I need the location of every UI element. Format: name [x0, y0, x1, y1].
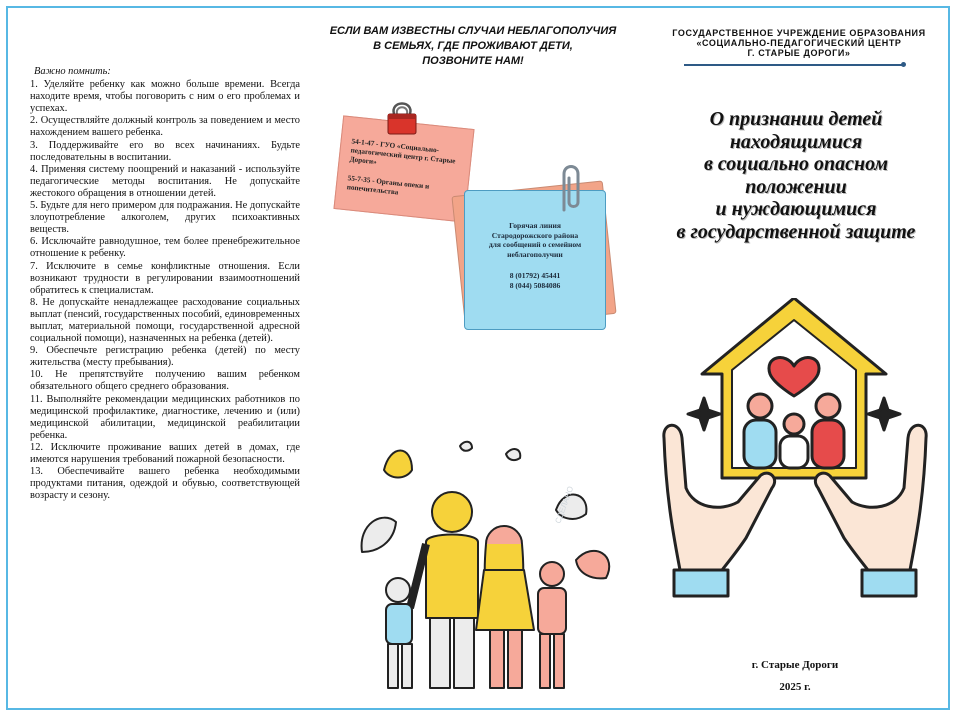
list-item: 11. Выполняйте рекомендации медицинских работников по медицинской профилактике, диагностике, лечению и (или) медицинской абилитации, медицинской реабилитации ребенка.: [30, 393, 300, 441]
list-item: 9. Обеспечьте регистрацию ребенка (детей) по месту жительства (месту пребывания).: [30, 345, 300, 369]
year: 2025 г.: [779, 681, 811, 693]
binder-clip-icon: [384, 96, 420, 140]
list-item: 3. Поддерживайте его во всех начинаниях. Будьте последовательны в воспитании.: [30, 139, 300, 163]
watermark-text: СДЕЛАНО: [553, 485, 576, 525]
list-item: 1. Уделяйте ребенку как можно больше времени. Всегда находите время, чтобы поговорить с ним о его проблемах и успехах.: [30, 79, 300, 115]
list-item: 10. Не препятствуйте получению вашим ребенком обязательного общего среднего образования.: [30, 369, 300, 393]
phone-line-guardianship: 55-7-35 - Органы опеки и попечительства: [346, 174, 430, 197]
brochure-title: О признании детей находящимися в социально опасном положении и нуждающимися в государственной защите: [676, 108, 916, 243]
house-hands-icon: [660, 298, 930, 598]
list-item: 4. Применяя систему поощрений и наказаний - используйте педагогические методы воспитания. Не допускайте жестокого обращения в отношении детей.: [30, 163, 300, 199]
paperclip-icon: [556, 162, 584, 216]
list-item: 2. Осуществляйте должный контроль за поведением и место нахождением вашего ребенка.: [30, 115, 300, 139]
advice-list: [30, 79, 300, 502]
hotline-phones: 8 (01792) 45441 8 (044) 5084086: [509, 271, 561, 290]
sparkle-icon: [688, 398, 720, 430]
list-item: 12. Исключите проживание ваших детей в домах, где имеются нарушения требований пожарной безопасности.: [30, 441, 300, 465]
divider: [684, 64, 902, 66]
list-item: 13. Обеспечивайте вашего ребенка необходимыми продуктами питания, одеждой и обувью, соответствующей возрасту и сезону.: [30, 466, 300, 502]
list-item: 6. Исключайте равнодушное, тем более пренебрежительное отношение к ребенку.: [30, 236, 300, 260]
sparkle-icon: [868, 398, 900, 430]
advice-column: [30, 66, 300, 502]
call-us-header: ЕСЛИ ВАМ ИЗВЕСТНЫ СЛУЧАИ НЕБЛАГОПОЛУЧИЯ В СЕМЬЯХ, ГДЕ ПРОЖИВАЮТ ДЕТИ, ПОЗВОНИТЕ НАМ!: [329, 25, 617, 67]
organization-name: ГОСУДАРСТВЕННОЕ УЧРЕЖДЕНИЕ ОБРАЗОВАНИЯ «СОЦИАЛЬНО-ПЕДАГОГИЧЕСКИЙ ЦЕНТР Г. СТАРЫЕ ДОРОГИ»: [672, 28, 926, 58]
phone-line-center: 54-1-47 - ГУО «Социально-педагогический центр г. Старые Дороги»: [349, 137, 456, 167]
list-item: 7. Исключите в семье конфликтные отношения. Если возникают трудности в регулировании взаимоотношений обратитесь к специалистам.: [30, 260, 300, 296]
list-item: 8. Не допускайте ненадлежащее расходование социальных выплат (пенсий, государственных пособий, единовременных выплат, материальной помощи, государственной адресной социальной помощи), назначенных на ребенка (детей).: [30, 296, 301, 345]
list-item: 5. Будьте для него примером для подражания. Не допускайте злоупотребление алкоголем, других психоактивных веществ.: [30, 200, 300, 236]
advice-intro: Важно помнить:: [34, 66, 111, 77]
footer-location: [700, 654, 890, 698]
city-name: г. Старые Дороги: [751, 659, 839, 671]
hotline-note: Горячая линия Стародорожского района для сообщений о семейном неблагополучии 8 (01792) 45441 8 (044) 5084086: [464, 190, 606, 330]
family-illustration: [356, 440, 620, 702]
